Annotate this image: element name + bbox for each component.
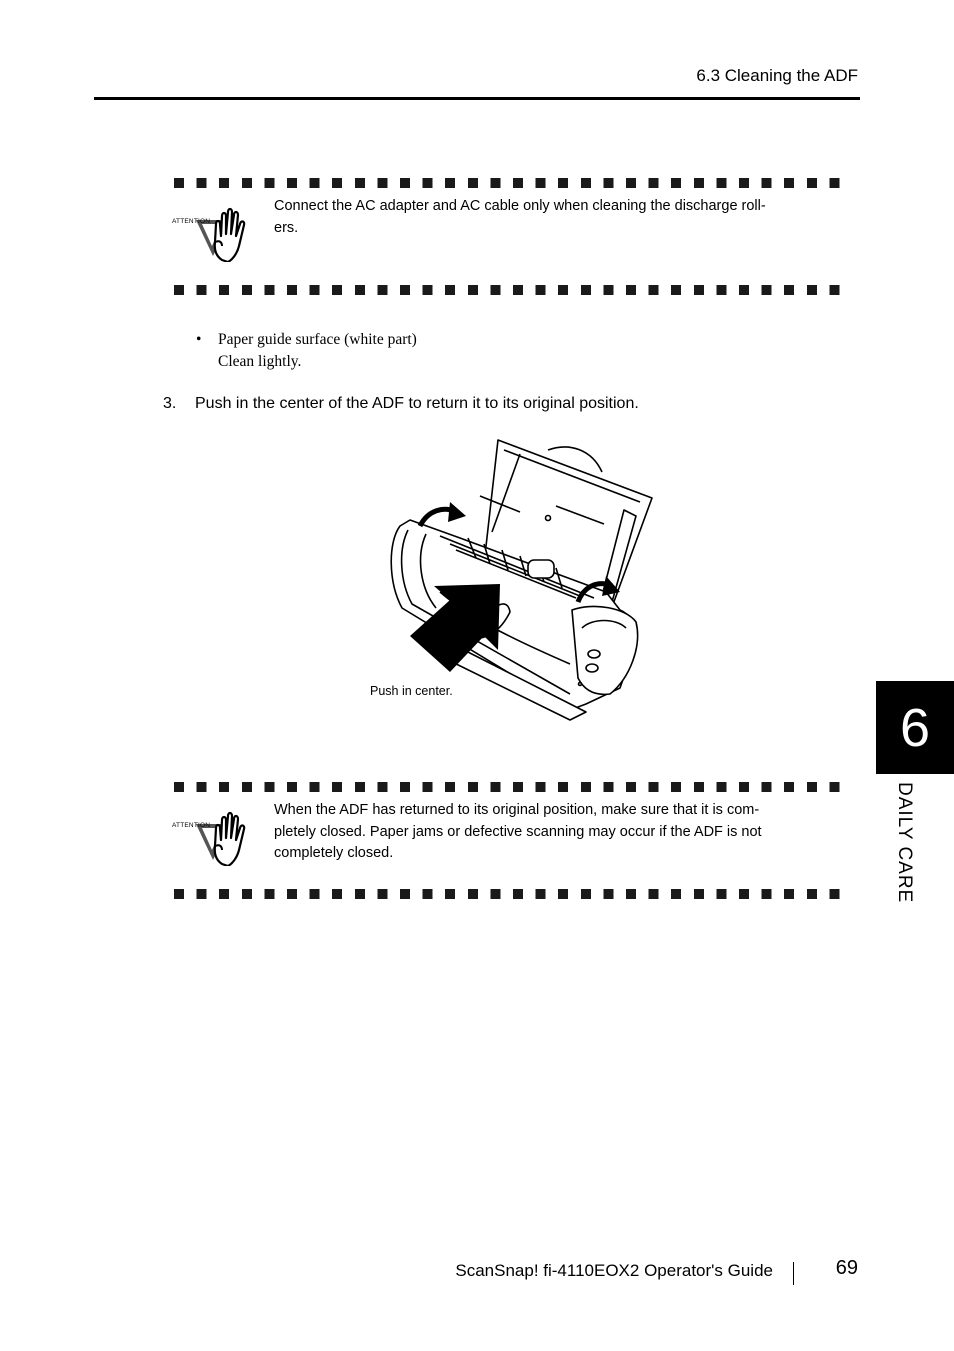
attention-label: ATTENTION [172,822,211,829]
dotted-divider-bottom-2 [174,889,850,899]
dotted-divider-top [174,178,850,188]
attention-hand-icon [172,810,252,866]
attention-text-1-line1: Connect the AC adapter and AC cable only when cleaning the discharge roll- [274,198,766,214]
page-number: 69 [835,1257,858,1279]
step-number: 3. [163,395,177,412]
control-panel [572,606,638,694]
attention-block-2 [172,810,252,871]
chapter-number: 6 [899,697,931,758]
attention-text-2 [274,800,844,865]
attention-text-1-line2: ers. [274,219,299,236]
bullet-item-text: Paper guide surface (white part) [218,331,417,348]
bullet-item [218,329,417,373]
attention-label: ATTENTION [172,218,211,225]
step-text: Push in the center of the ADF to return it to its original position. [195,395,639,412]
figure-caption: Push in center. [370,684,453,698]
scanner-illustration [380,432,665,722]
attention-block-1 [172,206,252,267]
chapter-tab [876,681,954,774]
dotted-divider-bottom [174,285,850,295]
header-rule [94,97,860,100]
attention-text-2-line2: pletely closed. Paper jams or defective scanning may occur if the ADF is not [274,823,762,840]
section-title: 6.3 Cleaning the ADF [696,66,858,85]
footer-separator [793,1262,794,1285]
attention-hand-icon [172,206,252,262]
dotted-divider-top-2 [174,782,850,792]
attention-text-2-line1: When the ADF has returned to its original position, make sure that it is com- [274,802,760,818]
curved-arrow-left-icon [448,502,466,522]
bullet-dot: • [196,331,202,348]
chapter-name: DAILY CARE [894,782,915,904]
footer-guide-title: ScanSnap! fi-4110EOX2 Operator's Guide [455,1261,773,1280]
bullet-subtext: Clean lightly. [218,353,302,370]
attention-text-2-line3: completely closed. [274,845,394,861]
attention-text-1 [274,196,834,239]
